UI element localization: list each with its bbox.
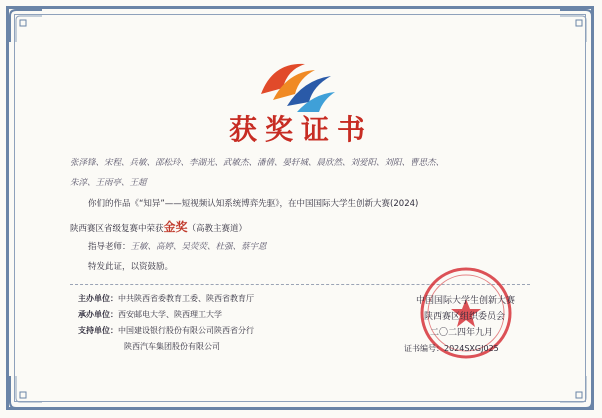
support-label: 支持单位： <box>78 326 118 335</box>
organizer-row <box>78 293 254 304</box>
award-line <box>70 218 247 235</box>
award-level: 金奖 <box>163 220 188 234</box>
recipient-names-line-2: 朱淳、王雨亭、王超 <box>70 178 147 188</box>
award-prefix: 陕西赛区省级复赛中荣获 <box>70 224 164 234</box>
organizer-label: 主办单位： <box>78 294 118 303</box>
support-row <box>78 325 254 336</box>
organizer-value: 中共陕西省委教育工委、陕西省教育厅 <box>118 294 254 303</box>
corner-ornament-icon <box>558 374 594 410</box>
advisor-line <box>88 240 267 252</box>
certificate-title: 获奖证书 <box>228 113 373 146</box>
certificate-number: 证书编号：2024SXGJ025 <box>404 344 499 353</box>
issuer-line-1: 中国国际大学生创新大赛 <box>416 296 516 306</box>
recipient-names-line-1: 张泽锋、宋程、兵敏、邵松玲、李湖光、武敏杰、潘倩、晏轩城、晨欣然、刘爱阳、刘阳、曹思杰、 <box>70 158 445 168</box>
work-statement: 你们的作品《“知异”——短视频认知系统博弈先驱》，在中国国际大学生创新大赛(2024) <box>88 199 419 209</box>
commendation-text: 特发此证，以资鼓励。 <box>88 262 174 272</box>
issue-date: 二〇二四年九月 <box>430 328 494 338</box>
host-value: 西安邮电大学、陕西理工大学 <box>118 310 222 319</box>
host-label: 承办单位： <box>78 310 118 319</box>
corner-ornament-icon <box>8 8 44 44</box>
award-track: （高教主赛道） <box>187 224 248 234</box>
support-value-1: 中国建设银行股份有限公司陕西省分行 <box>118 326 254 335</box>
issuer-line-2: 陕西赛区组织委员会 <box>424 312 506 322</box>
host-row <box>78 309 222 320</box>
advisor-names: 王敏、高婷、吴荧荧、杜强、蔡宇恩 <box>130 242 267 252</box>
advisor-label: 指导老师： <box>88 242 131 252</box>
corner-ornament-icon <box>558 8 594 44</box>
support-value-2: 陕西汽车集团股份有限公司 <box>124 342 220 351</box>
corner-ornament-icon <box>8 374 44 410</box>
